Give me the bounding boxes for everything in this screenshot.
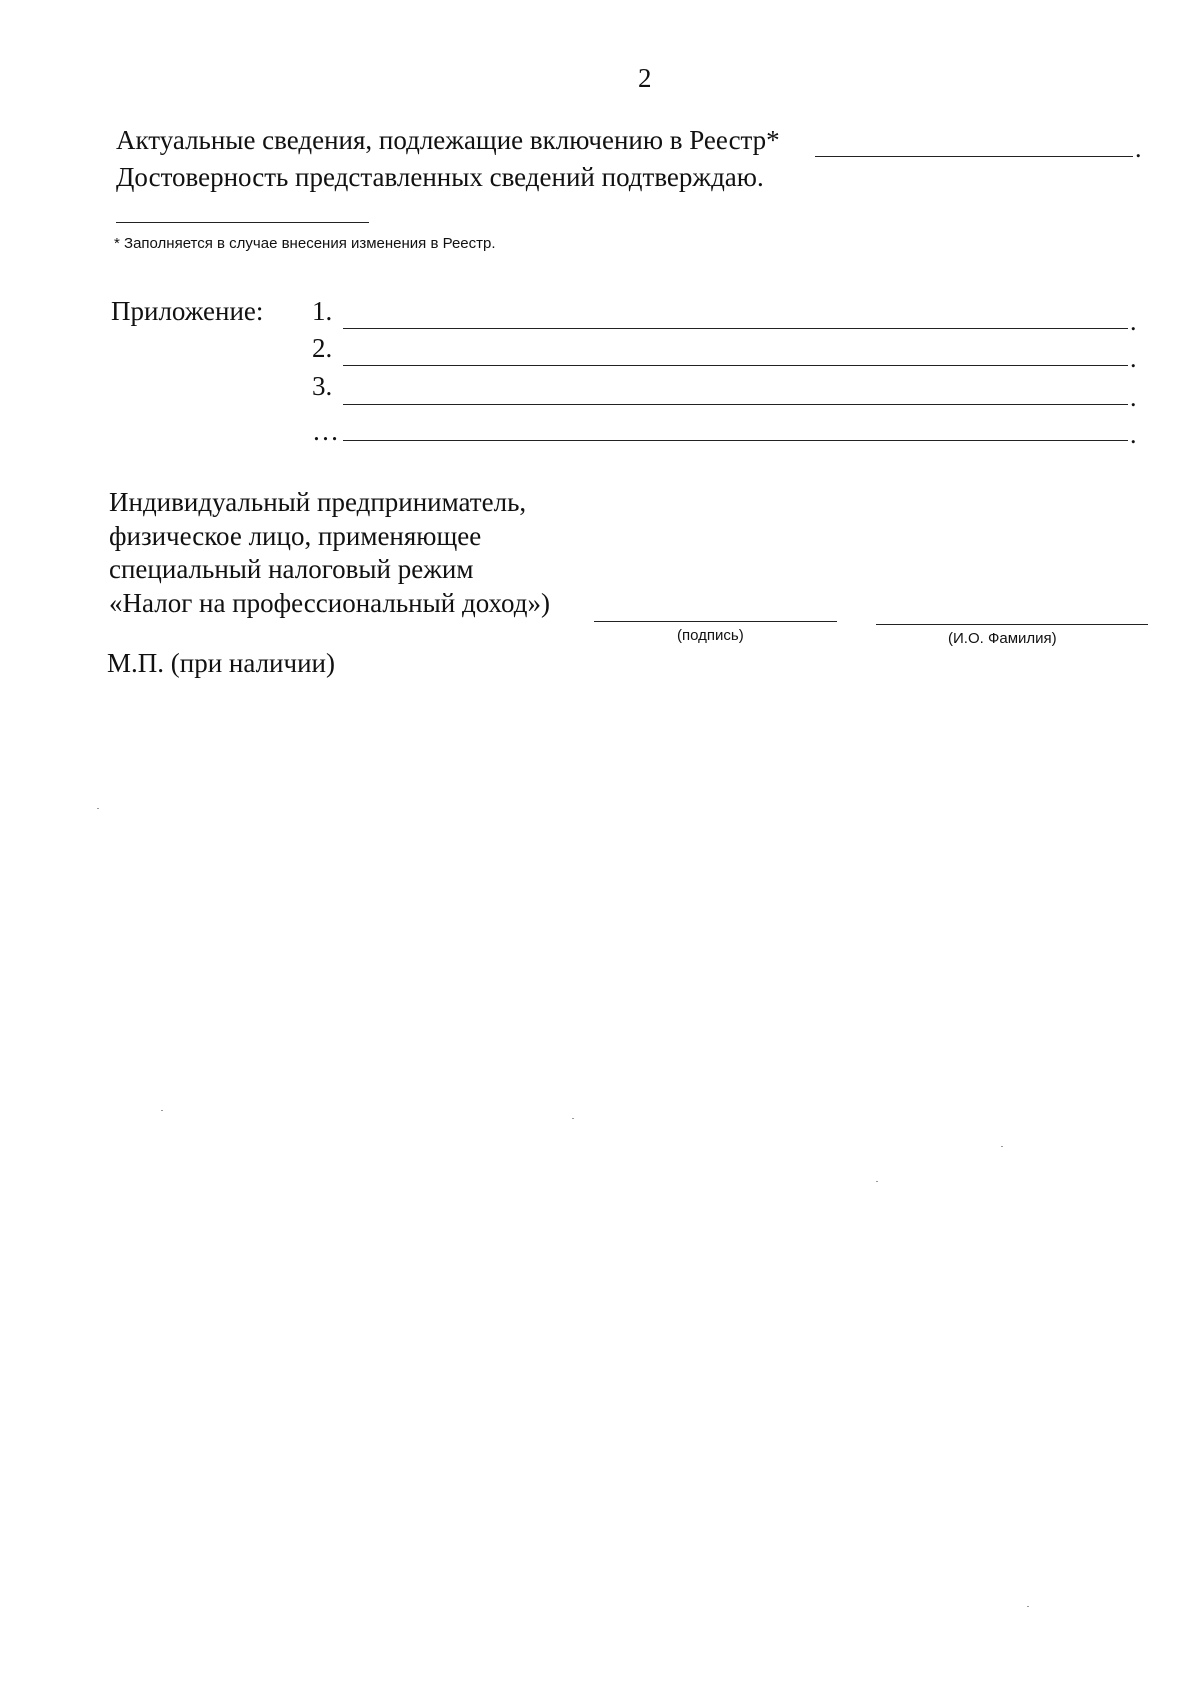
scan-speck xyxy=(1027,1606,1029,1607)
footnote-text: * Заполняется в случае внесения изменения в Реестр. xyxy=(114,235,496,252)
signatory-line-3: специальный налоговый режим xyxy=(109,554,474,584)
appendix-item-marker: 2. xyxy=(312,333,333,363)
appendix-item-marker: 3. xyxy=(312,371,333,401)
scan-speck xyxy=(1001,1146,1003,1147)
appendix-item-end: . xyxy=(1130,383,1137,412)
stamp-place-label: М.П. (при наличии) xyxy=(107,648,335,678)
appendix-item-end: . xyxy=(1130,344,1137,373)
appendix-item-blank[interactable] xyxy=(343,440,1128,441)
scan-speck xyxy=(572,1118,574,1119)
appendix-label: Приложение: xyxy=(111,296,264,326)
appendix-item-marker: … xyxy=(312,416,339,446)
name-caption: (И.О. Фамилия) xyxy=(948,630,1057,647)
scan-speck xyxy=(876,1181,878,1182)
confirmation-text: Достоверность представленных сведений подтверждаю. xyxy=(116,162,764,192)
signatory-line-2: физическое лицо, применяющее xyxy=(109,521,482,551)
scan-speck xyxy=(97,808,99,809)
name-blank[interactable] xyxy=(876,624,1148,625)
appendix-item-blank[interactable] xyxy=(343,404,1128,405)
footnote-separator xyxy=(116,222,369,223)
appendix-item-blank[interactable] xyxy=(343,365,1128,366)
signature-blank[interactable] xyxy=(594,621,837,622)
appendix-item-end: . xyxy=(1130,420,1137,449)
appendix-item-marker: 1. xyxy=(312,296,333,326)
registry-line-blank[interactable] xyxy=(815,156,1133,157)
signatory-line-4: «Налог на профессиональный доход») xyxy=(109,588,550,618)
appendix-item-blank[interactable] xyxy=(343,328,1128,329)
scan-speck xyxy=(161,1110,163,1111)
registry-line-label: Актуальные сведения, подлежащие включению в Реестр* xyxy=(116,125,780,155)
appendix-item-end: . xyxy=(1130,307,1137,336)
signature-caption: (подпись) xyxy=(677,627,744,644)
registry-line-end: . xyxy=(1135,134,1142,163)
signatory-line-1: Индивидуальный предприниматель, xyxy=(109,487,527,517)
page-number: 2 xyxy=(638,63,652,93)
